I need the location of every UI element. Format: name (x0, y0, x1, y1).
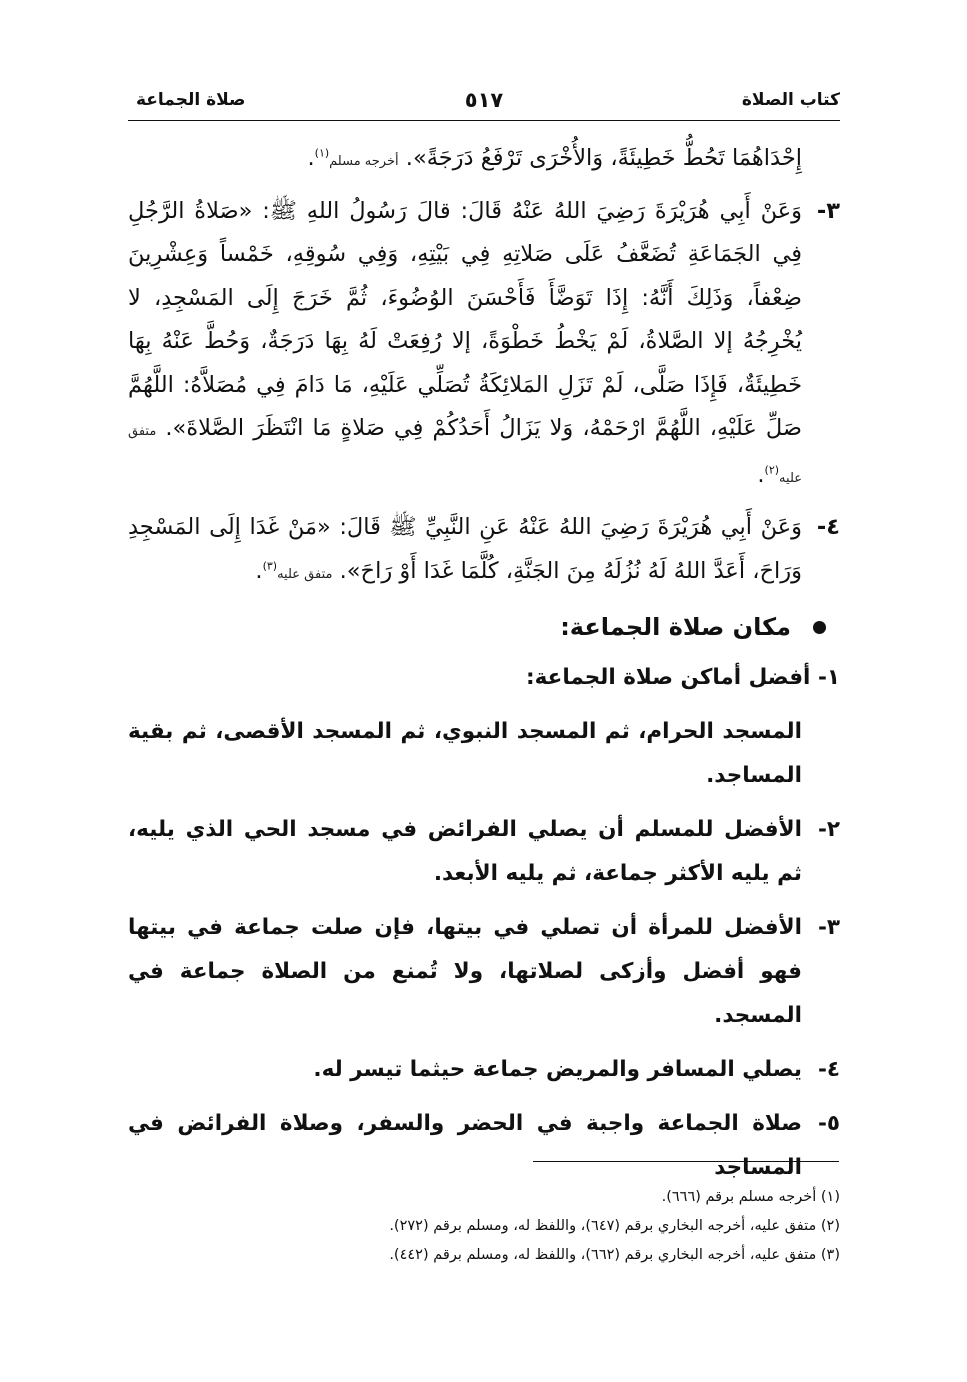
item-number: ٣- (817, 915, 840, 940)
item-text: الأفضل للمسلم أن يصلي الفرائض في مسجد الحي الذي يليه، ثم يليه الأكثر جماعة، ثم يليه الأبعد. (128, 817, 802, 886)
item-number: ٤- (817, 1057, 840, 1082)
hadith-text: إِحْدَاهُمَا تَحُطُّ خَطِيئَةً، وَالأُخْرَى تَرْفَعُ دَرَجَةً». (405, 145, 802, 171)
list-item (128, 656, 840, 700)
header-divider (128, 120, 840, 121)
running-header (128, 86, 840, 118)
list-item (128, 906, 840, 1038)
footnote-ref: (٢) (764, 463, 780, 476)
item-number: ٥- (817, 1111, 840, 1136)
bullet-icon (813, 621, 826, 634)
list-item (128, 808, 840, 896)
hadith-source: متفق عليه (277, 566, 333, 582)
main-text (128, 137, 840, 1200)
item-text: صلاة الجماعة واجبة في الحضر والسفر، وصلاة الفرائض في المساجد (128, 1111, 802, 1180)
hadith-4: ٤- وَعَنْ أَبِي هُرَيْرَةَ رَضِيَ اللهُ عَنْهُ عَنِ النَّبِيِّ ﷺ قَالَ: «مَنْ غَدَا إِلَى المَسْجِدِ وَرَاحَ، أَعَدَّ اللهُ لَهُ نُزُلَهُ مِنَ الجَنَّةِ، كُلَّمَا غَدَا أَوْ رَاحَ». متفق عليه$^{(٣)}$. (128, 506, 840, 596)
list-item (128, 1102, 840, 1190)
footnote-ref: (١) (314, 146, 330, 160)
item-text: المسجد الحرام، ثم المسجد النبوي، ثم المسجد الأقصى، ثم بقية المساجد. (128, 719, 802, 788)
item-text: أفضل أماكن صلاة الجماعة: (526, 665, 811, 690)
footnote-1: (١) أخرجه مسلم برقم (٦٦٦). (661, 1189, 840, 1205)
footnote-2: (٢) متفق عليه، أخرجه البخاري برقم (٦٤٧)، واللفظ له، ومسلم برقم (٢٧٢). (389, 1218, 840, 1234)
section-heading-text: مكان صلاة الجماعة: (560, 613, 791, 641)
hadith-continuation: إِحْدَاهُمَا تَحُطُّ خَطِيئَةً، وَالأُخْرَى تَرْفَعُ دَرَجَةً». أخرجه مسلم$^{(١)}$. (307, 145, 802, 171)
footnotes (128, 1183, 840, 1270)
hadith-text: وَعَنْ أَبِي هُرَيْرَةَ رَضِيَ اللهُ عَنْهُ عَنِ النَّبِيِّ ﷺ قَالَ: «مَنْ غَدَا إِلَى المَسْجِدِ وَرَاحَ، أَعَدَّ اللهُ لَهُ نُزُلَهُ مِنَ الجَنَّةِ، كُلَّمَا غَدَا أَوْ رَاحَ». (128, 514, 802, 584)
item-number: ٢- (817, 817, 840, 842)
hadith-number: ٣- (816, 197, 840, 224)
list-item-detail (128, 710, 840, 798)
hadith-text: وَعَنْ أَبِي هُرَيْرَةَ رَضِيَ اللهُ عَنْهُ قَالَ: قالَ رَسُولُ اللهِ ﷺ: «صَلاةُ الرَّجُلِ فِي الجَمَاعَةِ تُضَعَّفُ عَلَى صَلاتِهِ فِي بَيْتِهِ، وَفِي سُوقِهِ، خَمْساً وَعِشْرِينَ ضِعْفاً، وَذَلِكَ أَنَّهُ: إِذَا تَوَضَّأَ فَأَحْسَنَ الوُضُوءَ، ثُمَّ خَرَجَ إِلَى المَسْجِدِ، لا يُخْرِجُهُ إلا الصَّلاةُ، لَمْ يَخْطُ خَطْوَةً، إلا رُفِعَتْ لَهُ بِهَا دَرَجَةٌ، وَحُطَّ عَنْهُ بِهَا خَطِيئَةٌ، فَإِذَا صَلَّى، لَمْ تَزَلِ المَلائِكَةُ تُصَلِّي عَلَيْهِ، مَا دَامَ فِي مُصَلاَّهُ: اللَّهُمَّ صَلِّ عَلَيْهِ، اللَّهُمَّ ارْحَمْهُ، وَلا يَزَالُ أَحَدُكُمْ فِي صَلاةٍ مَا انْتَظَرَ الصَّلاةَ». (128, 197, 803, 441)
chapter-title: صلاة الجماعة (136, 90, 246, 110)
book-title: كتاب الصلاة (741, 90, 840, 110)
item-number: ١- (817, 665, 840, 690)
hadith-number: ٤- (816, 514, 840, 540)
hadith-3: ٣- وَعَنْ أَبِي هُرَيْرَةَ رَضِيَ اللهُ عَنْهُ قَالَ: قالَ رَسُولُ اللهِ ﷺ: «صَلاةُ الرَّجُلِ فِي الجَمَاعَةِ تُضَعَّفُ عَلَى صَلاتِهِ فِي بَيْتِهِ، وَفِي سُوقِهِ، خَمْساً وَعِشْرِينَ ضِعْفاً، وَذَلِكَ أَنَّهُ: إِذَا تَوَضَّأَ فَأَحْسَنَ الوُضُوءَ، ثُمَّ خَرَجَ إِلَى المَسْجِدِ، لا يُخْرِجُهُ إلا الصَّلاةُ، لَمْ يَخْطُ خَطْوَةً، إلا رُفِعَتْ لَهُ بِهَا دَرَجَةٌ، وَحُطَّ عَنْهُ بِهَا خَطِيئَةٌ، فَإِذَا صَلَّى، لَمْ تَزَلِ المَلائِكَةُ تُصَلِّي عَلَيْهِ، مَا دَامَ فِي مُصَلاَّهُ: اللَّهُمَّ صَلِّ عَلَيْهِ، اللَّهُمَّ ارْحَمْهُ، وَلا يَزَالُ أَحَدُكُمْ فِي صَلاةٍ مَا انْتَظَرَ الصَّلاةَ». متفق عليه$^{(٢)}$. (128, 190, 840, 501)
item-text: الأفضل للمرأة أن تصلي في بيتها، فإن صلت جماعة في بيتها فهو أفضل وأزكى لصلاتها، ولا تُمنع من الصلاة جماعة في المسجد. (128, 915, 802, 1028)
section-heading (128, 602, 840, 652)
hadith-source: أخرجه مسلم (329, 154, 399, 169)
page-number: ٥١٧ (464, 88, 504, 112)
list-item (128, 1048, 840, 1092)
hadith-source: متفق عليه (128, 424, 802, 486)
footnote-3: (٣) متفق عليه، أخرجه البخاري برقم (٦٦٢)، واللفظ له، ومسلم برقم (٤٤٢). (389, 1247, 840, 1263)
footnote-ref: (٣) (262, 559, 278, 572)
footnote-divider (533, 1161, 839, 1162)
item-text: يصلي المسافر والمريض جماعة حيثما تيسر له. (313, 1057, 802, 1082)
